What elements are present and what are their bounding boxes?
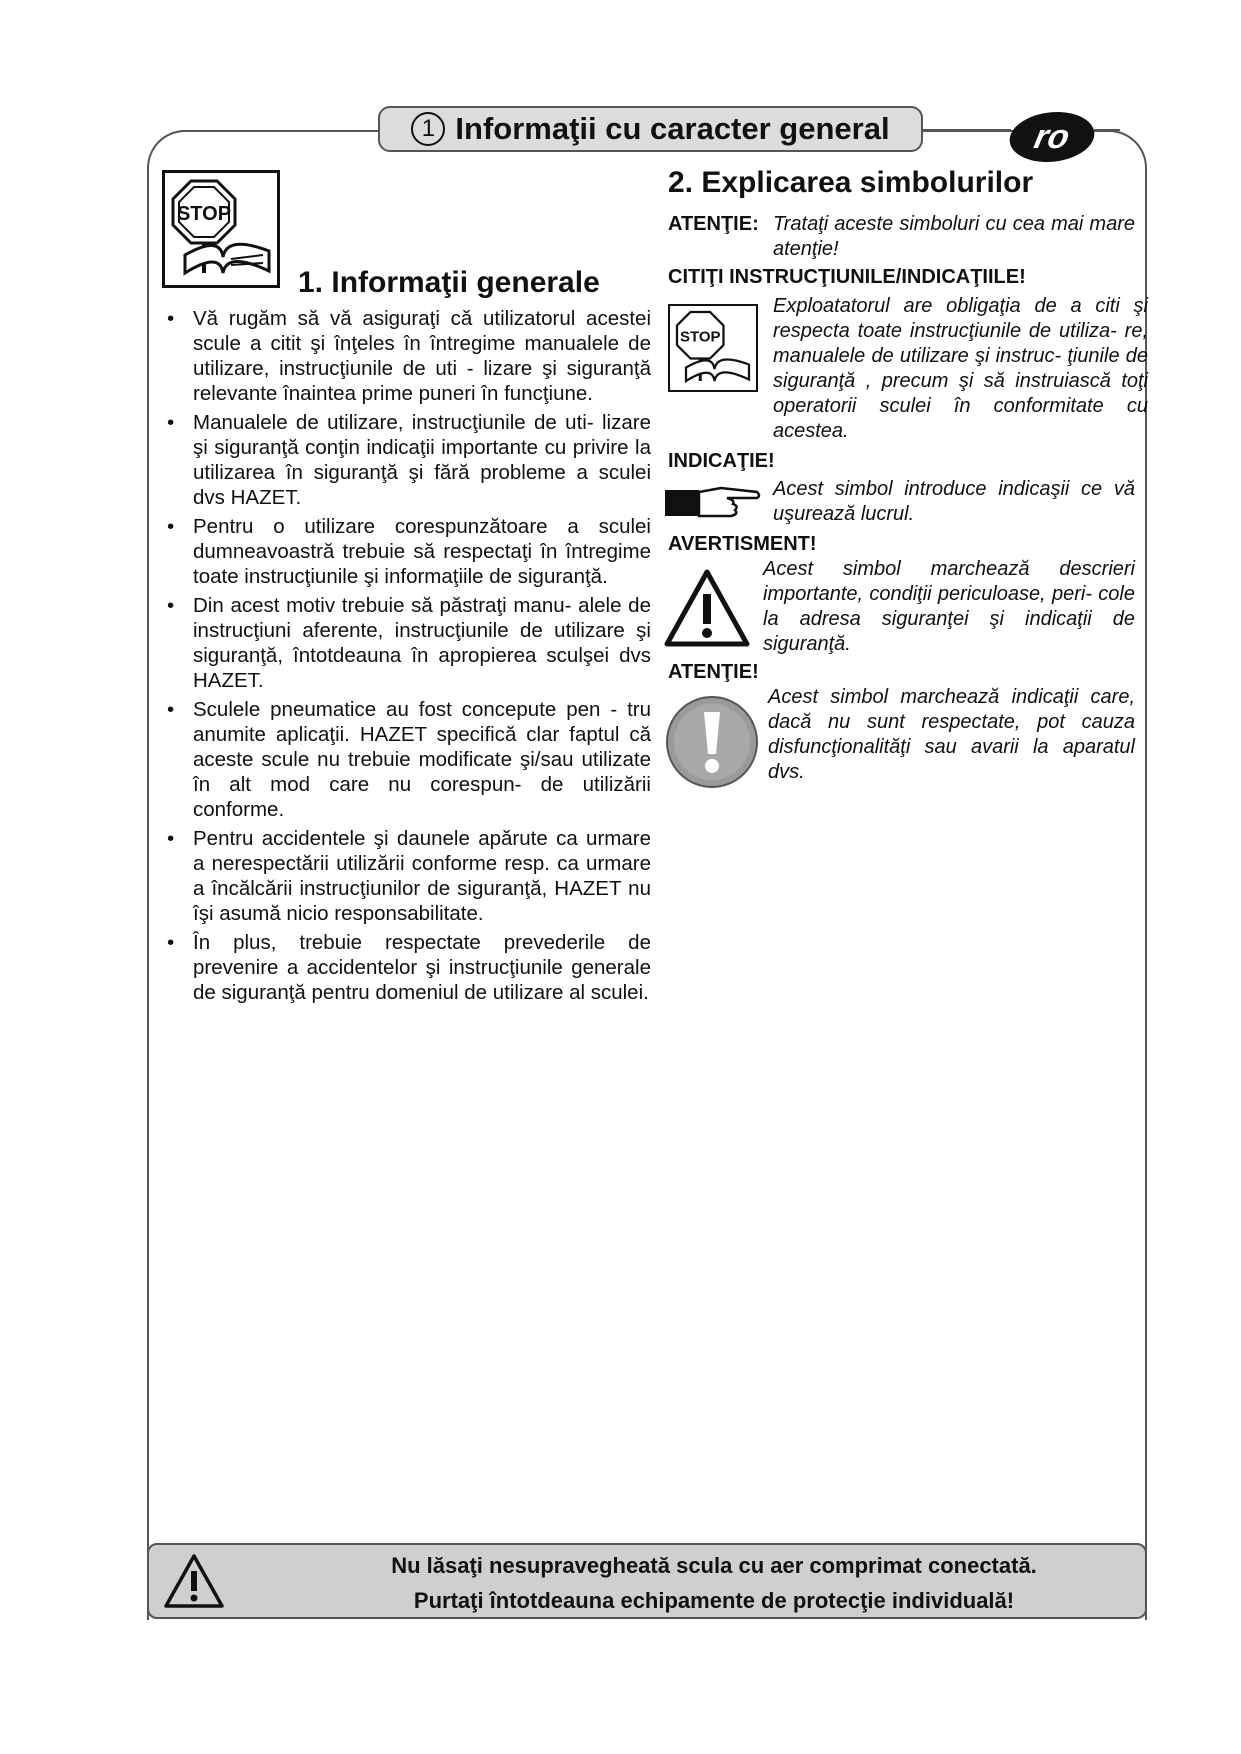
header-rule xyxy=(923,129,1011,131)
header-rule-right xyxy=(1094,129,1120,131)
svg-text:STOP: STOP xyxy=(176,203,232,225)
avertisment-label: AVERTISMENT! xyxy=(668,533,817,555)
svg-text:STOP: STOP xyxy=(679,328,721,346)
indicatie-label: INDICAŢIE! xyxy=(668,450,775,472)
language-code: ro xyxy=(1031,117,1074,156)
stop-book-icon xyxy=(162,170,280,288)
section-header xyxy=(378,106,923,152)
general-info-list xyxy=(163,306,651,1009)
section-number: 1 xyxy=(411,112,445,146)
warning-triangle-icon xyxy=(663,568,751,648)
citit-text: Exploatatorul are obligaţia de a citi şi respecta toate instrucţiunile de utiliza- re, manualele de utilizare şi instruc- ţiunile de siguranţă , precum şi să instruiască toţi operatorii sculei în conformitate cu acestea. xyxy=(773,295,1148,442)
section-title: Informaţii cu caracter general xyxy=(455,111,890,146)
footer-line-1: Nu lăsaţi nesupravegheată scula cu aer comprimat conectată. xyxy=(391,1553,1037,1578)
list-item: • Pentru accidentele şi daunele apărute ca urmare a nerespectării utilizării conforme resp. ca urmare a încălcării instrucţiunilor de siguranţă, HAZET nu îşi asumă nicio responsabilitate. xyxy=(163,826,651,926)
footer-line-2: Purtaţi întotdeauna echipamente de protecţie individuală! xyxy=(413,1588,1015,1613)
list-item: • Vă rugăm să vă asiguraţi că utilizatorul acestei scule a citit şi înţeles în întregime manualele de utilizare, instrucţiunile de uti - lizare şi siguranţă relevante înaintea prime puneri în funcţiune. xyxy=(163,306,651,406)
atentie2-text: Acest simbol marchează indicaţii care, dacă nu sunt respectate, pot cauza disfuncţionalităţi sau avarii la aparatul dvs. xyxy=(768,686,1135,783)
indicatie-text: Acest simbol introduce indicaşii ce vă uşurează lucrul. xyxy=(773,478,1135,525)
heading-general-info: 1. Informaţii generale xyxy=(298,266,600,299)
avertisment-text: Acest simbol marchează descrieri importante, condiţii periculoase, peri- cole la adresa siguranţei şi indicaţii de siguranţă. xyxy=(763,558,1135,655)
list-item: • În plus, trebuie respectate prevederile de prevenire a accidentelor şi instrucţiunile generale de siguranţă pentru domeniul de utilizare al sculei. xyxy=(163,930,651,1005)
citit-label: CITIŢI INSTRUCŢIUNILE/INDICAŢIILE! xyxy=(668,266,1026,288)
heading-symbols: 2. Explicarea simbolurilor xyxy=(668,166,1034,199)
list-item: • Sculele pneumatice au fost concepute pen - tru anumite aplicaţii. HAZET specifică clar faptul că aceste scule nu trebuie modificate şi/sau utilizate în alt mod care nu corespun- de utilizării conforme. xyxy=(163,697,651,822)
footer-warning-bar xyxy=(147,1543,1147,1619)
pointing-hand-icon xyxy=(665,482,765,522)
stop-book-small-icon xyxy=(668,304,758,392)
atentie-text: Trataţi aceste simboluri cu cea mai mare atenţie! xyxy=(773,213,1135,260)
list-item: • Pentru o utilizare corespunzătoare a sculei dumneavoastră trebuie să respectaţi în întregime toate instrucţiunile şi informaţiile de siguranţă. xyxy=(163,514,651,589)
atentie-label: ATENŢIE: xyxy=(668,213,759,235)
exclamation-circle-icon xyxy=(664,694,760,790)
atentie2-label: ATENŢIE! xyxy=(668,661,759,683)
list-item: • Din acest motiv trebuie să păstraţi manu- alele de instrucţiuni aferente, instrucţiunile de utilizare şi siguranţă, întotdeauna în apropierea sculşei dvs HAZET. xyxy=(163,593,651,693)
list-item: • Manualele de utilizare, instrucţiunile de uti- lizare şi siguranţă conţin indicaţii importante cu privire la utilizarea în siguranţă şi fără probleme a sculei dvs HAZET. xyxy=(163,410,651,510)
warning-triangle-icon xyxy=(163,1553,225,1609)
